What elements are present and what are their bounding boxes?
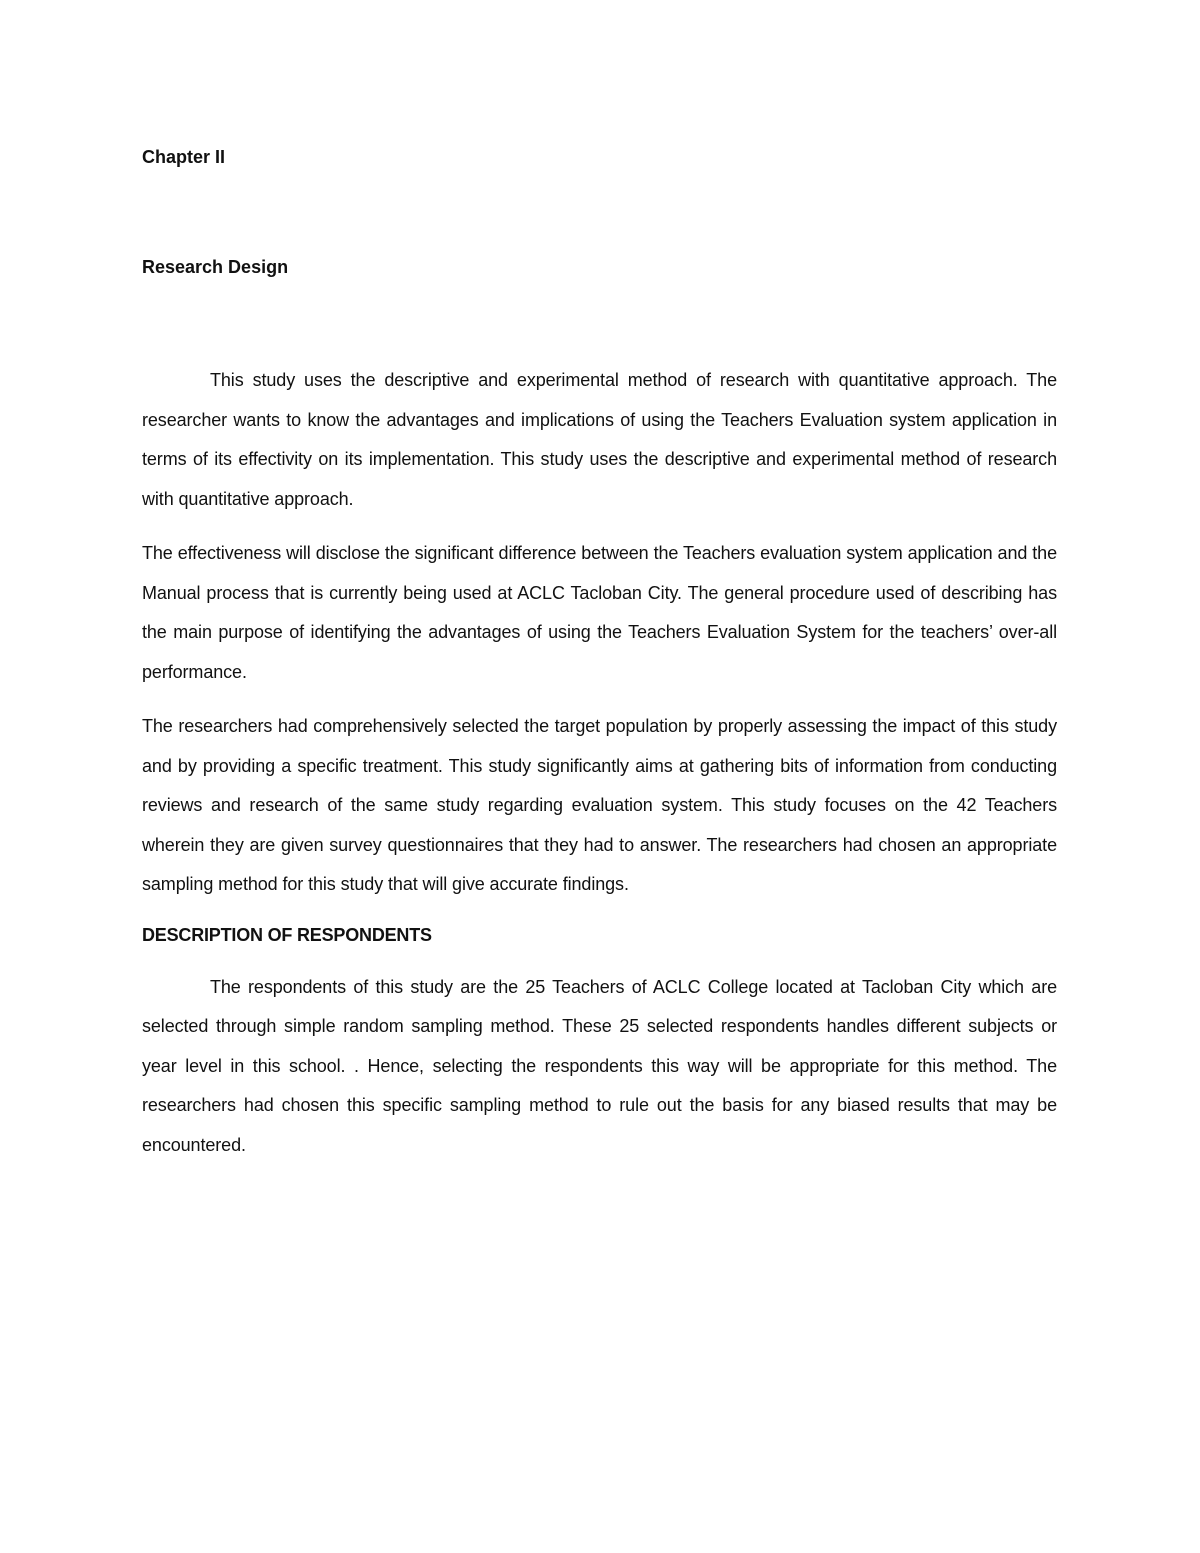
paragraph-research-design-intro: This study uses the descriptive and experimental method of research with quantitative approach. The researcher wants to know the advantages and implications of using the Teachers Evaluation system application in terms of its effectivity on its implementation. This study uses the descriptive and experimental method of research with quantitative approach. [142, 370, 1057, 509]
paragraph-target-population: The researchers had comprehensively selected the target population by properly assessing the impact of this study and by providing a specific treatment. This study significantly aims at gathering bits of information from conducting reviews and research of the same study regarding evaluation system. This study focuses on the 42 Teachers wherein they are given survey questionnaires that they had to answer. The researchers had chosen an appropriate sampling method for this study that will give accurate findings. [142, 716, 1057, 894]
respondents-subheading: DESCRIPTION OF RESPONDENTS [142, 924, 432, 945]
chapter-heading: Chapter II [142, 147, 226, 167]
section-title: Research Design [142, 257, 289, 277]
paragraph-effectiveness: The effectiveness will disclose the significant difference between the Teachers evaluation system application and the Manual process that is currently being used at ACLC Tacloban City. The general procedure used of describing has the main purpose of identifying the advantages of using the Teachers Evaluation System for the teachers’ over-all performance. [142, 543, 1057, 682]
paragraph-respondents: The respondents of this study are the 25 Teachers of ACLC College located at Tacloban City which are selected through simple random sampling method. These 25 selected respondents handles different subjects or year level in this school. . Hence, selecting the respondents this way will be appropriate for this method. The researchers had chosen this specific sampling method to rule out the basis for any biased results that may be encountered. [142, 976, 1057, 1155]
body-text [142, 361, 1057, 1180]
